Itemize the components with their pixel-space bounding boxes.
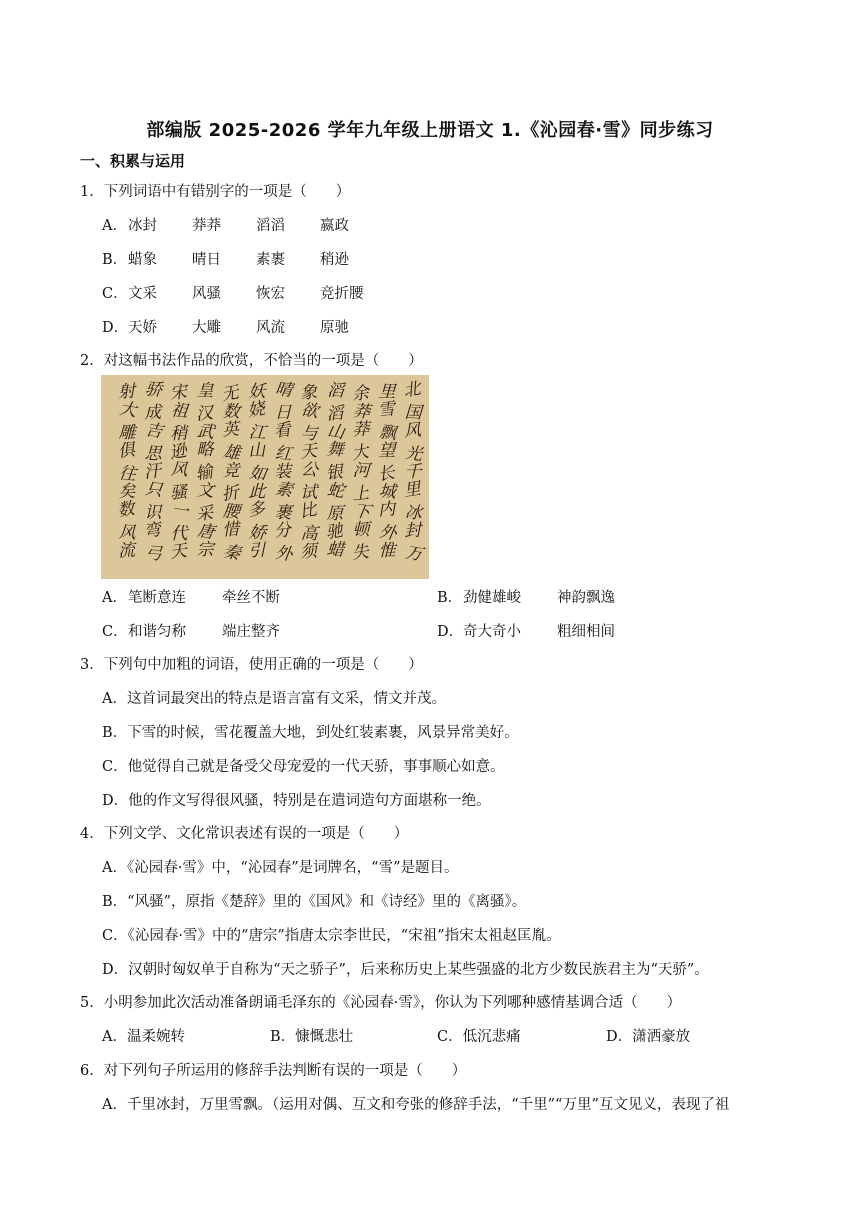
calligraphy-glyph: 红 bbox=[274, 443, 293, 465]
question-3-option-a: A．这首词最突出的特点是语言富有文采，情文并茂。 bbox=[102, 691, 446, 707]
calligraphy-glyph: 多 bbox=[246, 499, 267, 521]
calligraphy-glyph: 分 bbox=[272, 520, 292, 542]
calligraphy-glyph: 宋 bbox=[168, 382, 189, 404]
calligraphy-glyph: 汉 bbox=[194, 403, 214, 425]
calligraphy-glyph: 如 bbox=[247, 462, 268, 486]
calligraphy-glyph: 日 bbox=[274, 403, 292, 423]
question-1-option-d: D．天娇 大雕 风流 原驰 bbox=[102, 320, 349, 336]
calligraphy-glyph: 稍 bbox=[169, 423, 188, 445]
calligraphy-glyph: 江 bbox=[248, 422, 267, 444]
calligraphy-glyph: 弓 bbox=[144, 543, 163, 565]
calligraphy-glyph: 风 bbox=[170, 459, 189, 481]
calligraphy-glyph: 长 bbox=[376, 462, 397, 486]
calligraphy-glyph: 象 bbox=[299, 382, 318, 404]
calligraphy-glyph: 冰 bbox=[404, 502, 423, 524]
question-1-option-c: C．文采 风骚 恢宏 竞折腰 bbox=[102, 286, 364, 302]
question-3-option-c: C．他觉得自己就是备受父母宠爱的一代天骄，事事顺心如意。 bbox=[102, 759, 505, 775]
calligraphy-glyph: 一 bbox=[169, 499, 190, 523]
question-3-option-d: D．他的作文写得很风骚，特别是在遣词造句方面堪称一绝。 bbox=[102, 793, 491, 809]
calligraphy-glyph: 滔 bbox=[325, 403, 344, 425]
calligraphy-glyph: 骄 bbox=[144, 379, 163, 401]
calligraphy-glyph: 光 bbox=[403, 442, 424, 466]
calligraphy-glyph: 腰 bbox=[222, 501, 241, 523]
calligraphy-glyph: 略 bbox=[196, 439, 214, 461]
question-2-option-a: A．笔断意连 牵丝不断 bbox=[102, 590, 280, 606]
calligraphy-glyph: 风 bbox=[118, 522, 137, 544]
calligraphy-glyph: 惜 bbox=[221, 519, 240, 541]
calligraphy-glyph: 大 bbox=[117, 398, 138, 422]
calligraphy-glyph: 蜡 bbox=[326, 539, 345, 561]
calligraphy-glyph: 往 bbox=[118, 463, 138, 485]
calligraphy-glyph: 晴 bbox=[273, 378, 294, 402]
calligraphy-glyph: 弯 bbox=[142, 519, 163, 543]
calligraphy-glyph: 折 bbox=[220, 482, 241, 506]
calligraphy-glyph: 顿 bbox=[352, 520, 370, 540]
calligraphy-glyph: 外 bbox=[377, 521, 398, 545]
question-2-stem: 2．对这幅书法作品的欣赏，不恰当的一项是（ ） bbox=[80, 353, 423, 369]
calligraphy-glyph: 武 bbox=[195, 421, 216, 443]
calligraphy-glyph: 射 bbox=[117, 381, 136, 403]
calligraphy-glyph: 原 bbox=[326, 503, 344, 525]
question-6-stem: 6．对下列句子所运用的修辞手法判断有误的一项是（ ） bbox=[80, 1063, 467, 1079]
calligraphy-glyph: 欲 bbox=[299, 399, 320, 423]
calligraphy-glyph: 山 bbox=[247, 440, 266, 462]
calligraphy-glyph: 裹 bbox=[274, 502, 293, 524]
calligraphy-glyph: 外 bbox=[273, 543, 294, 565]
calligraphy-glyph: 雪 bbox=[376, 399, 396, 421]
calligraphy-glyph: 竞 bbox=[222, 461, 240, 481]
calligraphy-glyph: 须 bbox=[299, 541, 318, 563]
question-5-option-b: B．慷慨悲壮 bbox=[270, 1029, 354, 1045]
calligraphy-glyph: 看 bbox=[272, 419, 293, 443]
question-1-stem: 1．下列词语中有错别字的一项是（ ） bbox=[80, 184, 351, 200]
calligraphy-glyph: 北 bbox=[402, 378, 423, 402]
calligraphy-glyph: 里 bbox=[378, 381, 397, 403]
calligraphy-glyph: 滔 bbox=[326, 380, 345, 402]
calligraphy-glyph: 天 bbox=[298, 441, 319, 463]
question-5-option-d: D．潇洒豪放 bbox=[606, 1029, 691, 1045]
calligraphy-image bbox=[101, 375, 429, 579]
calligraphy-glyph: 此 bbox=[248, 481, 266, 503]
calligraphy-glyph: 高 bbox=[300, 523, 319, 545]
calligraphy-glyph: 皇 bbox=[196, 380, 215, 402]
question-2-option-d: D．奇大奇小 粗细相间 bbox=[437, 624, 615, 640]
question-5-option-c: C．低沉悲痛 bbox=[437, 1029, 521, 1045]
question-3-option-b: B．下雪的时候，雪花覆盖大地，到处红装素裹，风景异常美好。 bbox=[102, 725, 519, 741]
calligraphy-glyph: 文 bbox=[196, 480, 215, 502]
calligraphy-glyph: 河 bbox=[352, 460, 371, 482]
calligraphy-glyph: 吉 bbox=[143, 419, 164, 443]
calligraphy-glyph: 素 bbox=[273, 478, 294, 502]
calligraphy-glyph: 数 bbox=[222, 401, 241, 423]
calligraphy-glyph: 妖 bbox=[248, 381, 266, 403]
calligraphy-glyph: 数 bbox=[116, 498, 137, 522]
calligraphy-glyph: 飘 bbox=[377, 422, 398, 444]
calligraphy-glyph: 蛇 bbox=[325, 480, 346, 502]
question-2-option-c: C．和谐匀称 端庄整齐 bbox=[102, 624, 280, 640]
question-4-stem: 4．下列文学、文化常识表述有误的一项是（ ） bbox=[80, 826, 409, 842]
question-3-stem: 3．下列句中加粗的词语，使用正确的一项是（ ） bbox=[80, 657, 423, 673]
calligraphy-glyph: 无 bbox=[220, 382, 241, 406]
calligraphy-artwork bbox=[101, 375, 429, 579]
question-4-option-a: A．《沁园春·雪》中，“沁园春”是词牌名，“雪”是题目。 bbox=[102, 860, 459, 876]
calligraphy-glyph: 失 bbox=[350, 541, 371, 565]
calligraphy-glyph: 俱 bbox=[116, 440, 137, 462]
calligraphy-glyph: 引 bbox=[247, 540, 266, 562]
calligraphy-glyph: 风 bbox=[403, 420, 422, 442]
calligraphy-glyph: 内 bbox=[377, 499, 396, 521]
document-title: 部编版 2025-2026 学年九年级上册语文 1.《沁园春·雪》同步练习 bbox=[146, 120, 714, 141]
calligraphy-glyph: 秦 bbox=[221, 541, 242, 565]
calligraphy-glyph: 望 bbox=[378, 440, 396, 462]
calligraphy-glyph: 莽 bbox=[351, 419, 370, 441]
calligraphy-glyph: 逊 bbox=[168, 440, 189, 464]
calligraphy-glyph: 余 bbox=[350, 383, 371, 405]
calligraphy-glyph: 大 bbox=[350, 441, 371, 465]
calligraphy-glyph: 流 bbox=[117, 540, 136, 562]
question-2-option-b: B．劲健雄峻 神韵飘逸 bbox=[437, 590, 615, 606]
calligraphy-glyph: 山 bbox=[325, 420, 346, 444]
calligraphy-glyph: 比 bbox=[298, 499, 319, 523]
calligraphy-glyph: 里 bbox=[402, 478, 423, 502]
calligraphy-glyph: 骚 bbox=[169, 482, 188, 504]
calligraphy-glyph: 采 bbox=[195, 503, 214, 525]
calligraphy-glyph: 祖 bbox=[170, 400, 190, 422]
calligraphy-glyph: 装 bbox=[273, 461, 292, 483]
calligraphy-glyph: 上 bbox=[351, 483, 370, 505]
calligraphy-glyph: 识 bbox=[144, 502, 162, 524]
calligraphy-glyph: 惟 bbox=[378, 540, 396, 562]
calligraphy-glyph: 娆 bbox=[246, 398, 267, 422]
calligraphy-glyph: 雄 bbox=[221, 441, 242, 465]
calligraphy-glyph: 莽 bbox=[352, 401, 372, 423]
question-4-option-c: C．《沁园春·雪》中的“唐宗”指唐太宗李世民，“宋祖”指宋太祖赵匡胤。 bbox=[102, 928, 561, 944]
calligraphy-glyph: 汗 bbox=[142, 461, 162, 483]
question-6-option-a: A．千里冰封，万里雪飘。（运用对偶、互文和夸张的修辞手法，“千里”“万里”互文见义，表现了祖 bbox=[102, 1097, 730, 1113]
calligraphy-glyph: 国 bbox=[404, 402, 423, 424]
calligraphy-glyph: 代 bbox=[170, 524, 188, 544]
calligraphy-glyph: 万 bbox=[403, 542, 424, 566]
question-1-option-b: B．蜡象 晴日 素裹 稍逊 bbox=[102, 252, 349, 268]
calligraphy-glyph: 英 bbox=[221, 419, 240, 441]
calligraphy-glyph: 矣 bbox=[117, 481, 136, 503]
question-1-option-a: A．冰封 莽莽 滔滔 嬴政 bbox=[102, 218, 349, 234]
question-4-option-d: D．汉朝时匈奴单于自称为“天之骄子”，后来称历史上某些强盛的北方少数民族君主为“天骄”。 bbox=[102, 962, 709, 978]
calligraphy-glyph: 公 bbox=[300, 459, 320, 481]
calligraphy-glyph: 思 bbox=[144, 443, 163, 465]
calligraphy-glyph: 封 bbox=[403, 520, 422, 542]
calligraphy-glyph: 试 bbox=[299, 482, 318, 504]
calligraphy-glyph: 天 bbox=[168, 540, 189, 564]
calligraphy-glyph: 雕 bbox=[118, 422, 136, 444]
calligraphy-glyph: 唐 bbox=[195, 520, 216, 544]
calligraphy-glyph: 成 bbox=[143, 402, 162, 424]
calligraphy-glyph: 下 bbox=[351, 500, 372, 524]
calligraphy-glyph: 舞 bbox=[326, 439, 345, 461]
calligraphy-glyph: 只 bbox=[143, 479, 164, 501]
calligraphy-glyph: 娇 bbox=[248, 522, 268, 544]
question-4-option-b: B．“风骚”，原指《楚辞》里的《国风》和《诗经》里的《离骚》。 bbox=[102, 894, 527, 910]
section-heading: 一、积累与运用 bbox=[80, 152, 186, 170]
question-5-stem: 5．小明参加此次活动准备朗诵毛泽东的《沁园春·雪》，你认为下列哪种感情基调合适（ ） bbox=[80, 995, 682, 1011]
calligraphy-glyph: 驰 bbox=[324, 520, 345, 544]
calligraphy-glyph: 宗 bbox=[196, 539, 214, 561]
calligraphy-glyph: 与 bbox=[300, 423, 318, 445]
calligraphy-glyph: 银 bbox=[324, 462, 344, 484]
question-5-option-a: A．温柔婉转 bbox=[102, 1029, 185, 1045]
calligraphy-glyph: 千 bbox=[404, 462, 422, 482]
calligraphy-glyph: 输 bbox=[194, 461, 215, 485]
calligraphy-glyph: 城 bbox=[378, 481, 397, 503]
